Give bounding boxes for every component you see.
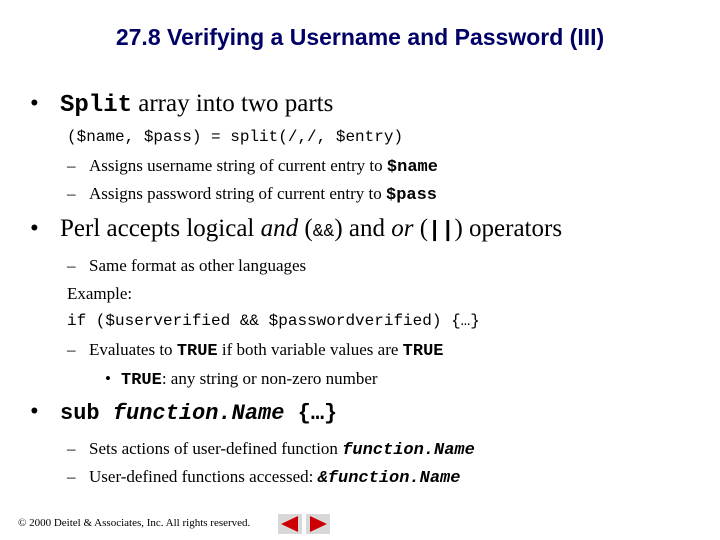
- code-split-line: ($name, $pass) = split(/,/, $entry): [67, 128, 404, 146]
- text: (: [298, 215, 313, 242]
- or-operator: ||: [428, 218, 455, 243]
- sub-bullet-pass: [67, 184, 437, 205]
- code-split: Split: [60, 92, 133, 119]
- and-operator: &&: [312, 222, 335, 242]
- dash-mark: –: [67, 439, 76, 458]
- sub-bullet-evaluates: [67, 340, 443, 361]
- sub-bullet-sets-actions: [67, 439, 475, 460]
- dash-mark: –: [67, 184, 76, 203]
- next-slide-button[interactable]: [306, 514, 330, 534]
- bullet-split: [30, 90, 333, 119]
- slide-title: 27.8 Verifying a Username and Password (III): [115, 24, 605, 50]
- bullet-mark: •: [105, 369, 111, 388]
- code-function-call: &function.Name: [317, 469, 461, 488]
- and-word: and: [260, 215, 299, 242]
- sub-text: Assigns password string of current entry to: [89, 184, 386, 203]
- text: ) and: [334, 215, 392, 242]
- code-name: $name: [386, 158, 438, 177]
- or-word: or: [391, 215, 414, 242]
- sub-sub-bullet-true: [105, 369, 378, 390]
- sub-text: Assigns username string of current entry to: [89, 156, 387, 175]
- bullet-mark: •: [30, 215, 39, 242]
- dash-mark: –: [67, 467, 76, 486]
- text: ) operators: [454, 215, 563, 242]
- bullet-mark: •: [30, 90, 39, 117]
- text: (: [413, 215, 429, 242]
- copyright-footer: © 2000 Deitel & Associates, Inc. All rights reserved.: [18, 517, 251, 529]
- sub-text: User-defined functions accessed:: [89, 467, 318, 486]
- code-true: TRUE: [121, 371, 162, 390]
- sub-bullet-name: [67, 156, 438, 177]
- sub-text: Sets actions of user-defined function: [89, 439, 343, 458]
- sub-text: : any string or non-zero number: [161, 369, 378, 388]
- code-braces: {…}: [284, 401, 338, 426]
- code-true: TRUE: [176, 342, 218, 361]
- bullet-sub-function: [30, 398, 337, 426]
- example-label: Example:: [67, 284, 133, 303]
- sub-bullet-accessed: [67, 467, 460, 488]
- sub-text: Same format as other languages: [89, 256, 307, 275]
- left-arrow-icon: [278, 514, 302, 534]
- sub-text: Evaluates to: [89, 340, 177, 359]
- dash-mark: –: [67, 256, 76, 275]
- bullet-logical-ops: [30, 215, 562, 243]
- bullet-text: array into two parts: [132, 90, 334, 117]
- code-sub: sub: [60, 401, 113, 426]
- code-pass: $pass: [386, 186, 438, 205]
- dash-mark: –: [67, 156, 76, 175]
- example-code: if ($userverified && $passwordverified) {…}: [67, 312, 480, 330]
- code-function-name: function.Name: [342, 441, 475, 460]
- right-arrow-icon: [306, 514, 330, 534]
- code-function-name: function.Name: [112, 401, 285, 426]
- sub-bullet-same-format: [67, 256, 306, 276]
- dash-mark: –: [67, 340, 76, 359]
- text: Perl accepts logical: [60, 215, 261, 242]
- prev-slide-button[interactable]: [278, 514, 302, 534]
- code-true: TRUE: [402, 342, 444, 361]
- sub-text: if both variable values are: [217, 340, 403, 359]
- bullet-mark: •: [30, 398, 39, 425]
